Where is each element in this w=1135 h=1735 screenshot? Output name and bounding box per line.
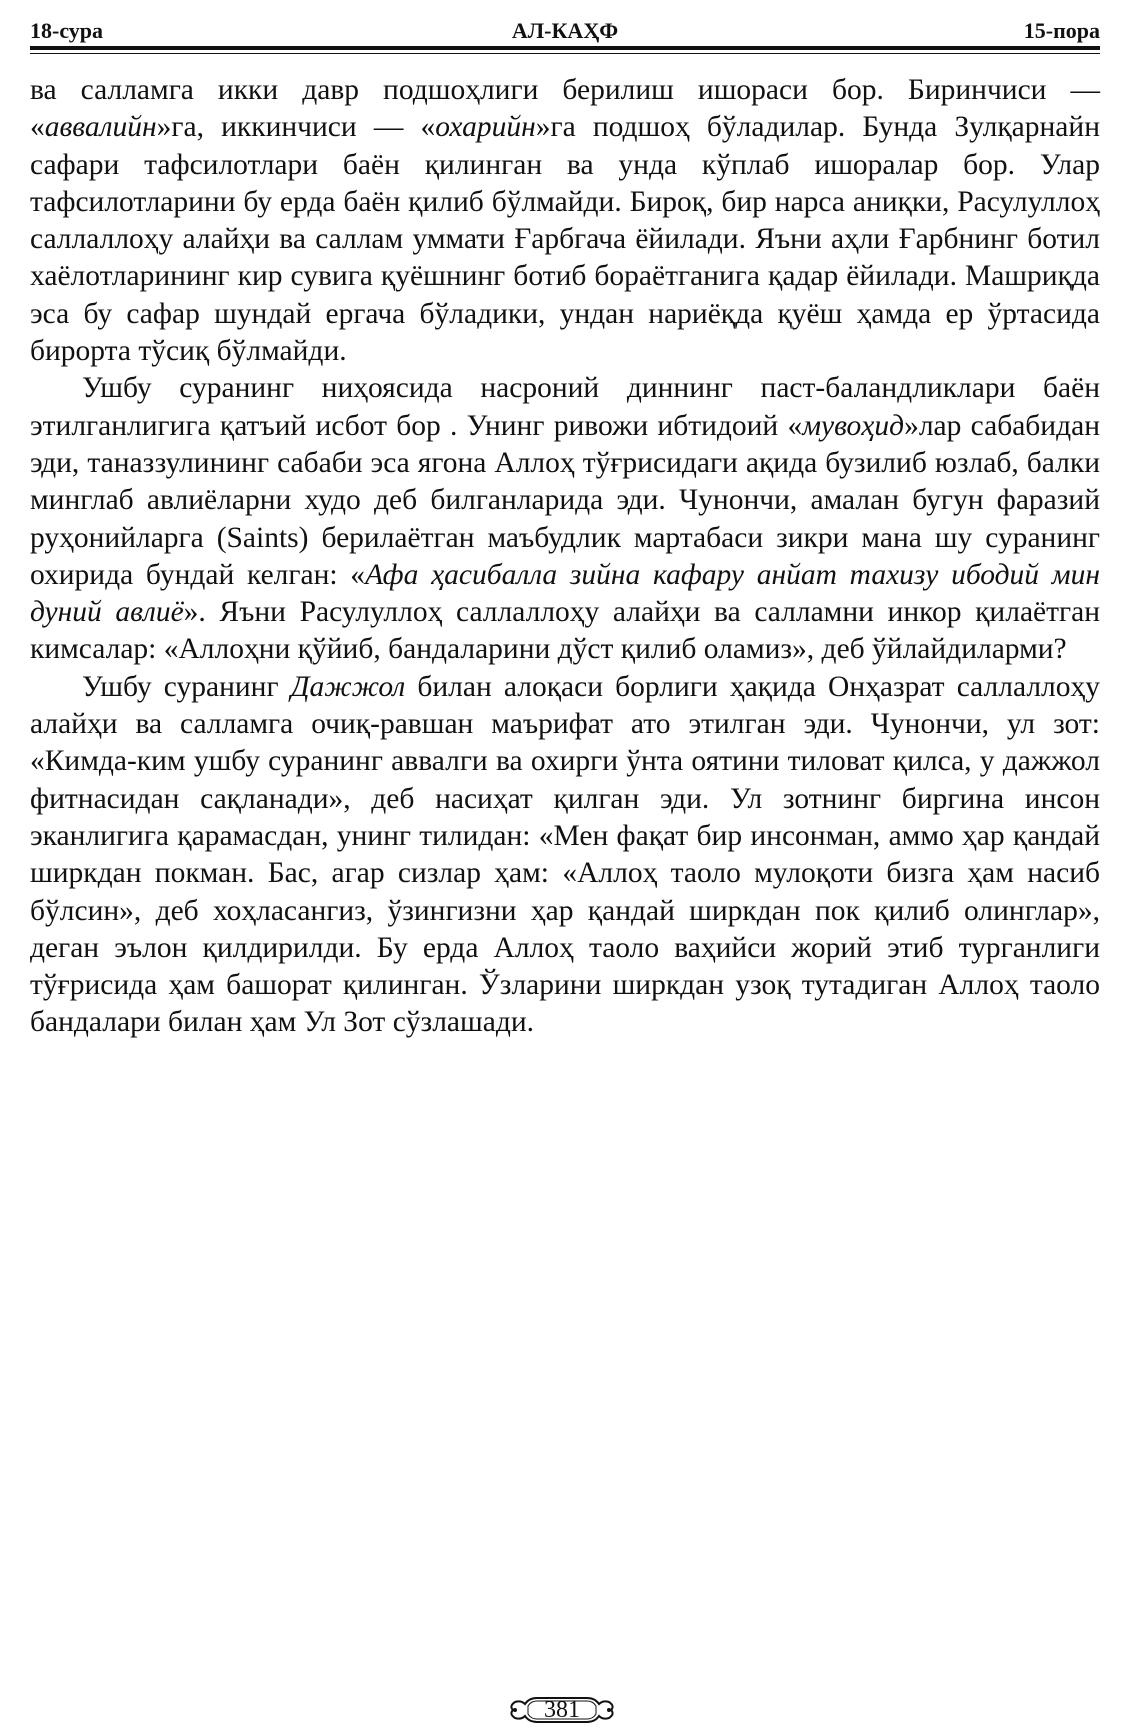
header-title: АЛ-КАҲФ	[511, 18, 619, 43]
text-run: »га, иккинчиси — «	[156, 111, 436, 144]
paragraph-3	[30, 669, 1100, 1042]
page-number-ornament	[507, 1692, 617, 1728]
text-run: Ушбу суранинг	[82, 670, 291, 703]
header-pora: 15-пора	[1023, 18, 1100, 43]
text-run: »лар сабабидан эди, таназзулининг сабаби эса ягона Аллоҳ тўғрисидаги ақида бузилиб юзлаб, балки минглаб авлиёларни худо деб билганларида эди. Чунончи, амалан бугун фаразий руҳонийларга (Saints) берилаётган маъбудлик мартабаси зикри мана шу суранинг охирида бундай келган: «	[30, 409, 1100, 591]
paragraph-2	[30, 370, 1100, 668]
text-run: Ушбу суранинг ниҳоясида насроний диннинг паст-баландликлари баён этилганлигига қатъий исбот бор . Унинг ривожи ибтидоий «	[30, 372, 1100, 442]
italic-term: охарийн	[435, 111, 536, 144]
text-run: ». Яъни Расулуллоҳ саллаллоҳу алайҳи ва салламни инкор қилаётган кимсалар: «Аллоҳни қўйиб, бандаларини дўст қилиб оламиз», деб ўйлайдиларми?	[30, 596, 1100, 666]
page-number: 381	[544, 1697, 580, 1723]
italic-term: Дажжол	[290, 670, 406, 703]
text-run: ва салламга икки давр подшоҳлиги берилиш ишораси бор. Биринчиси — «	[30, 74, 1100, 144]
header-rule-thin	[30, 53, 1100, 54]
italic-term: аввалийн	[44, 111, 157, 144]
text-run: билан алоқаси борлиги ҳақида Онҳазрат саллаллоҳу алайҳи ва салламга очиқ-равшан маърифат ато этилган эди. Чунончи, ул зот: «Кимда-ким ушбу суранинг аввалги ва охирги ўнта оятини тиловат қилса, у дажжол фитнасидан сақланади», деб насиҳат қилган эди. Ул зотнинг биргина инсон эканлигига қарамасдан, унинг тилидан: «Мен фақат бир инсонман, аммо ҳар қандай ширкдан покман. Бас, агар сизлар ҳам: «Аллоҳ таоло мулоқоти бизга ҳам насиб бўлсин», деб хоҳласангиз, ўзингизни ҳар қандай ширкдан пок қилиб олинглар», деган эълон қилдирилди. Бу ерда Аллоҳ таоло ваҳийси жорий этиб турганлиги тўғрисида ҳам башорат қилинган. Ўзларини ширкдан узоқ тутадиган Аллоҳ таоло бандалари билан ҳам Ул Зот сўзлашади.	[30, 670, 1101, 1039]
italic-term: Афа ҳасибалла зийна кафару анйат тахизу ибодий мин дуний авлиё	[30, 558, 1100, 629]
text-run: »га подшоҳ бўладилар. Бунда Зулқарнайн сафари тафсилотлари баён қилинган ва унда кўплаб ишоралар бор. Улар тафсилотларини бу ерда баён қилиб бўлмайди. Бироқ, бир нарса аниқки, Расулуллоҳ саллаллоҳу алайҳи ва саллам уммати Ғарбгача ёйилади. Яъни аҳли Ғарбнинг ботил хаёлотларининг кир сувига қуёшнинг ботиб бораётганига қадар ёйилади. Машриқда эса бу сафар шундай ергача бўладики, ундан нариёқда қуёш ҳамда ер ўртасида бирорта тўсиқ бўлмайди.	[30, 111, 1100, 368]
paragraph-1	[30, 72, 1100, 370]
running-header	[30, 18, 1100, 44]
body-text	[30, 72, 1100, 1042]
header-sura: 18-сура	[30, 18, 104, 43]
header-rule-thick	[30, 46, 1100, 50]
italic-term: мувоҳид	[802, 409, 905, 442]
